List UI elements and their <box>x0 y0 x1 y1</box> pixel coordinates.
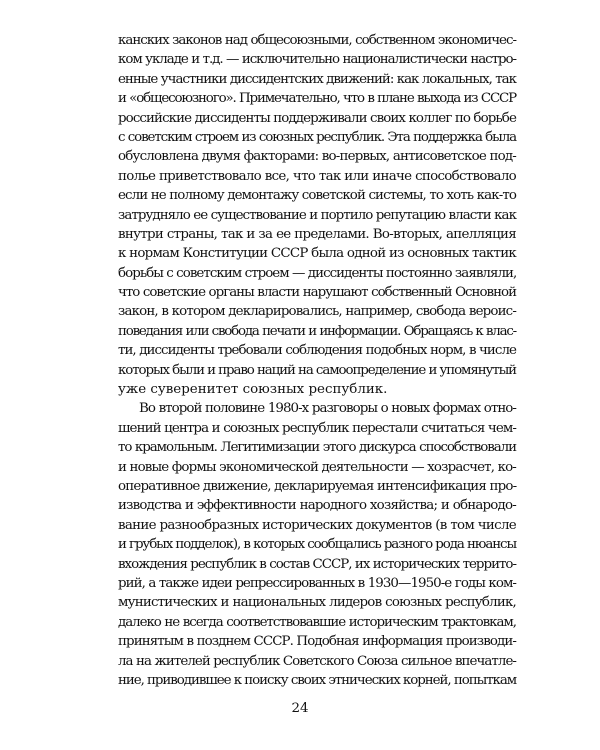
text-line: к нормам Конституции СССР была одной из основных тактик <box>118 246 516 262</box>
text-line: ти, диссиденты требовали соблюдения подобных норм, в числе <box>118 343 516 359</box>
text-line: то крамольным. Легитимизации этого дискурса способствовали <box>118 440 516 456</box>
text-line: уже суверенитет союзных республик. <box>118 382 388 398</box>
text-line: Во второй половине 1980-х разговоры о новых формах отно- <box>139 401 516 417</box>
text-line: если не полному демонтажу советской системы, то хоть как-то <box>118 188 516 204</box>
paragraph <box>118 399 516 690</box>
text-line: российские диссиденты поддерживали своих коллег по борьбе <box>118 110 516 126</box>
text-line: с советским строем из союзных республик. Эта поддержка была <box>118 129 516 145</box>
text-line: полье приветствовало все, что так или иначе способствовало <box>118 168 516 184</box>
text-line: затрудняло ее существование и портило репутацию власти как <box>118 207 516 223</box>
text-line: закон, в котором декларировались, например, свобода вероис- <box>118 304 516 320</box>
text-line: и новые формы экономической деятельности — хозрасчет, ко- <box>118 459 516 475</box>
text-line: ла на жителей республик Советского Союза сильное впечатле- <box>118 653 516 669</box>
text-line: изводства и эффективности народного хозяйства; и обнародо- <box>118 498 516 514</box>
text-line: ние, приводившее к поиску своих этнических корней, попыткам <box>118 672 517 688</box>
text-line: далеко не всегда соответствовавшие историческим трактовкам, <box>118 614 516 630</box>
text-line: вание разнообразных исторических документов (в том числе <box>118 517 516 533</box>
text-line: рий, а также идеи репрессированных в 1930—1950-е годы ком- <box>118 575 516 591</box>
text-line: ком укладе и т.д. — исключительно националистически настро- <box>118 52 516 68</box>
text-line: которых были и право наций на самоопределение и упомянутый <box>118 362 516 378</box>
text-line: вхождения республик в состав СССР, их исторических террито- <box>118 556 516 572</box>
text-line: енные участники диссидентских движений: как локальных, так <box>118 71 516 87</box>
text-line: поведания или свобода печати и информации. Обращаясь к влас- <box>118 323 516 339</box>
text-line: внутри страны, так и за ее пределами. Во-вторых, апелляция <box>118 226 516 242</box>
text-line: и «общесоюзного». Примечательно, что в плане выхода из СССР <box>118 91 516 107</box>
text-line: канских законов над общесоюзными, собственном экономичес- <box>118 33 516 48</box>
text-line: принятым в позднем СССР. Подобная информация производи- <box>118 634 516 650</box>
body-text <box>118 31 516 690</box>
text-line: оперативное движение, декларируемая интенсификация про- <box>118 478 517 494</box>
text-line: обусловлена двумя факторами: во-первых, антисоветское под- <box>118 149 516 165</box>
page-number: 24 <box>291 701 309 716</box>
text-line: что советские органы власти нарушают собственный Основной <box>118 285 516 301</box>
text-line: мунистических и национальных лидеров союзных республик, <box>118 595 516 611</box>
paragraph <box>118 31 516 399</box>
text-line: и грубых подделок), в которых сообщались разного рода нюансы <box>118 537 516 553</box>
text-line: борьбы с советским строем — диссиденты постоянно заявляли, <box>118 265 517 281</box>
text-line: шений центра и союзных республик перестали считаться чем- <box>118 420 516 436</box>
